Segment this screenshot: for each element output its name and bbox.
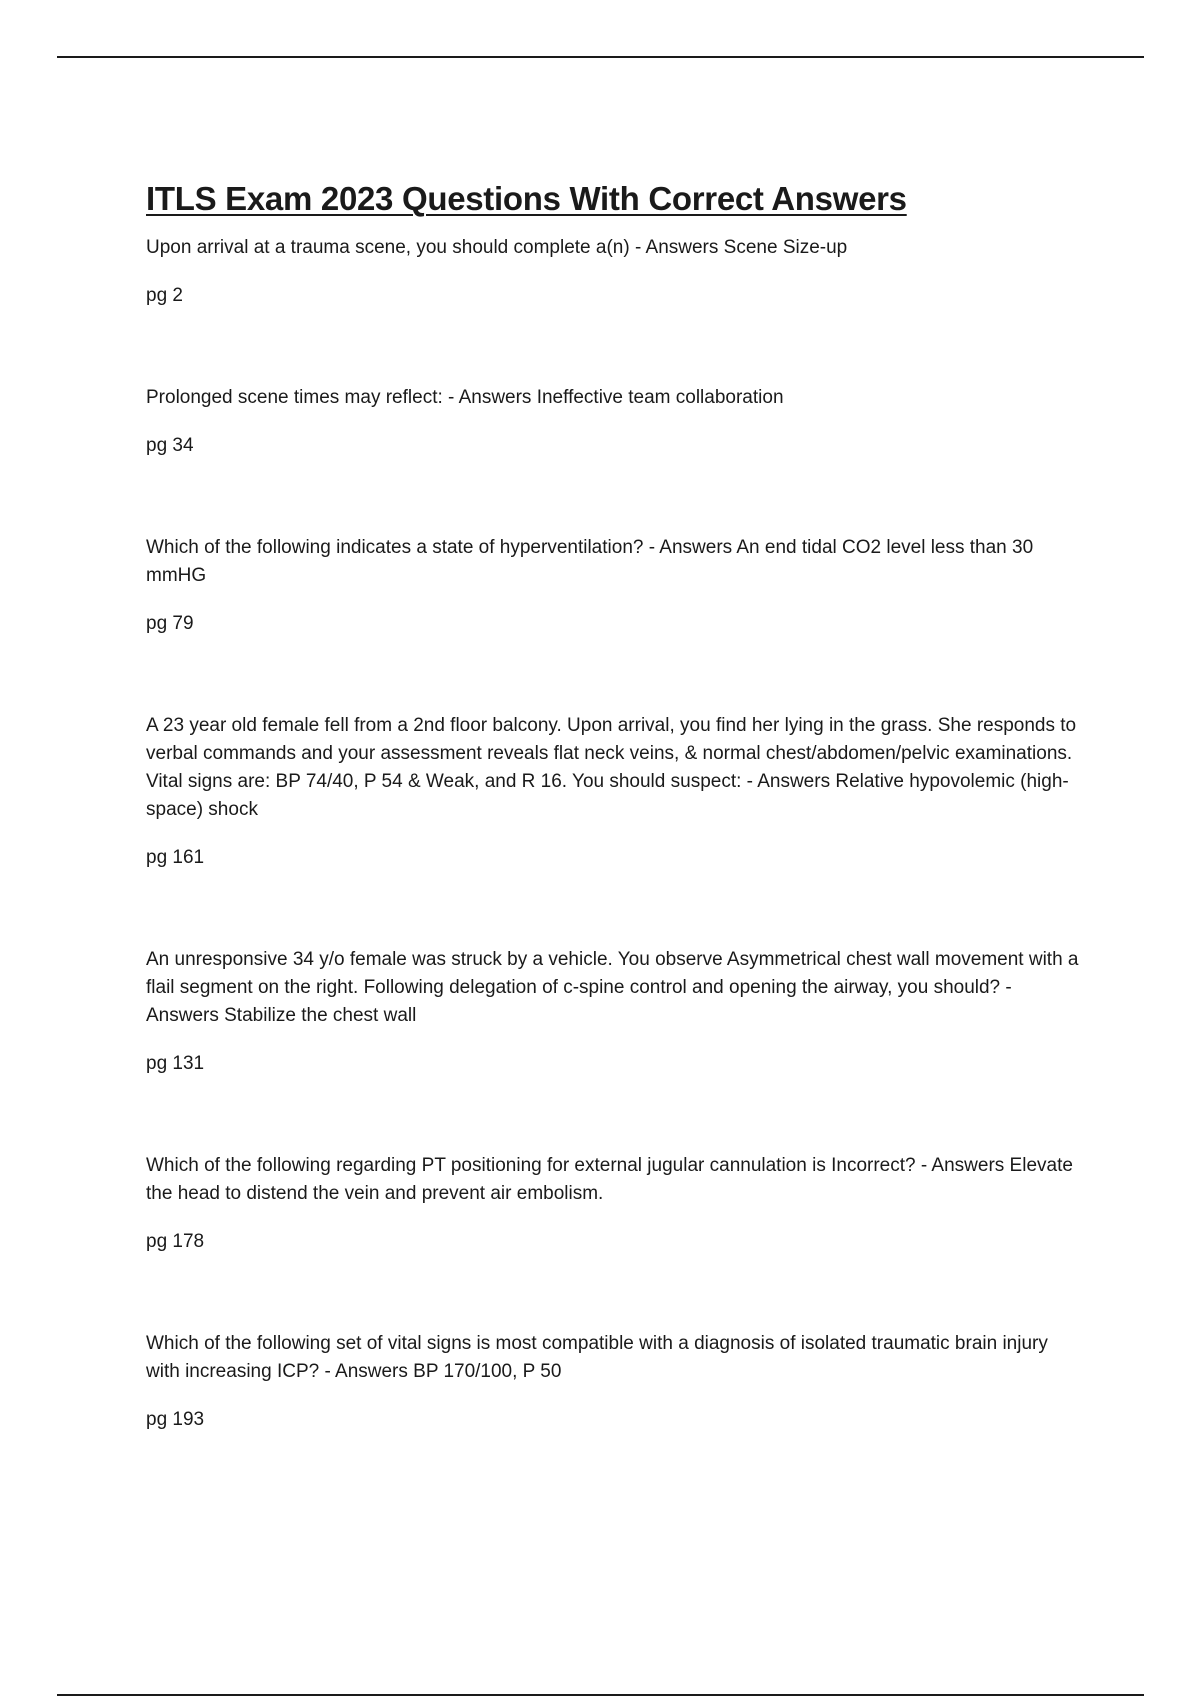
qa-item-7 [146,1330,1086,1434]
qa-page-reference: pg 178 [146,1231,205,1252]
qa-question-answer: Prolonged scene times may reflect: - Answers Ineffective team collaboration [146,387,784,408]
qa-question-answer: An unresponsive 34 y/o female was struck by a vehicle. You observe Asymmetrical chest wall movement with a flail segment on the right. Following delegation of c-spine control and opening the airway, you should? - Answers Stabilize the chest wall [146,949,1079,1026]
footer-rule [57,1694,1144,1696]
qa-question-answer: A 23 year old female fell from a 2nd floor balcony. Upon arrival, you find her lying in the grass. She responds to verbal commands and your assessment reveals flat neck veins, & normal chest/abdomen/pelvic examinations. Vital signs are: BP 74/40, P 54 & Weak, and R 16. You should suspect: - Answers Relative hypovolemic (high-space) shock [146,715,1077,820]
qa-question-answer: Which of the following set of vital signs is most compatible with a diagnosis of isolated traumatic brain injury with increasing ICP? - Answers BP 170/100, P 50 [146,1333,1048,1382]
document-title: ITLS Exam 2023 Questions With Correct Answers [146,180,907,217]
qa-page-reference: pg 2 [146,285,183,306]
qa-question-answer: Which of the following regarding PT positioning for external jugular cannulation is Incorrect? - Answers Elevate the head to distend the vein and prevent air embolism. [146,1155,1073,1204]
qa-item-5 [146,946,1086,1078]
header-rule [57,56,1144,58]
qa-item-4 [146,712,1086,872]
qa-item-1 [146,234,1086,310]
document-body [146,180,1086,1508]
qa-item-2 [146,384,1086,460]
qa-item-3 [146,534,1086,638]
qa-page-reference: pg 34 [146,435,194,456]
qa-page-reference: pg 193 [146,1409,205,1430]
qa-item-6 [146,1152,1086,1256]
qa-page-reference: pg 79 [146,613,194,634]
qa-question-answer: Upon arrival at a trauma scene, you should complete a(n) - Answers Scene Size-up [146,237,848,258]
qa-question-answer: Which of the following indicates a state of hyperventilation? - Answers An end tidal CO2 level less than 30 mmHG [146,537,1034,586]
qa-page-reference: pg 131 [146,1053,205,1074]
qa-page-reference: pg 161 [146,847,205,868]
